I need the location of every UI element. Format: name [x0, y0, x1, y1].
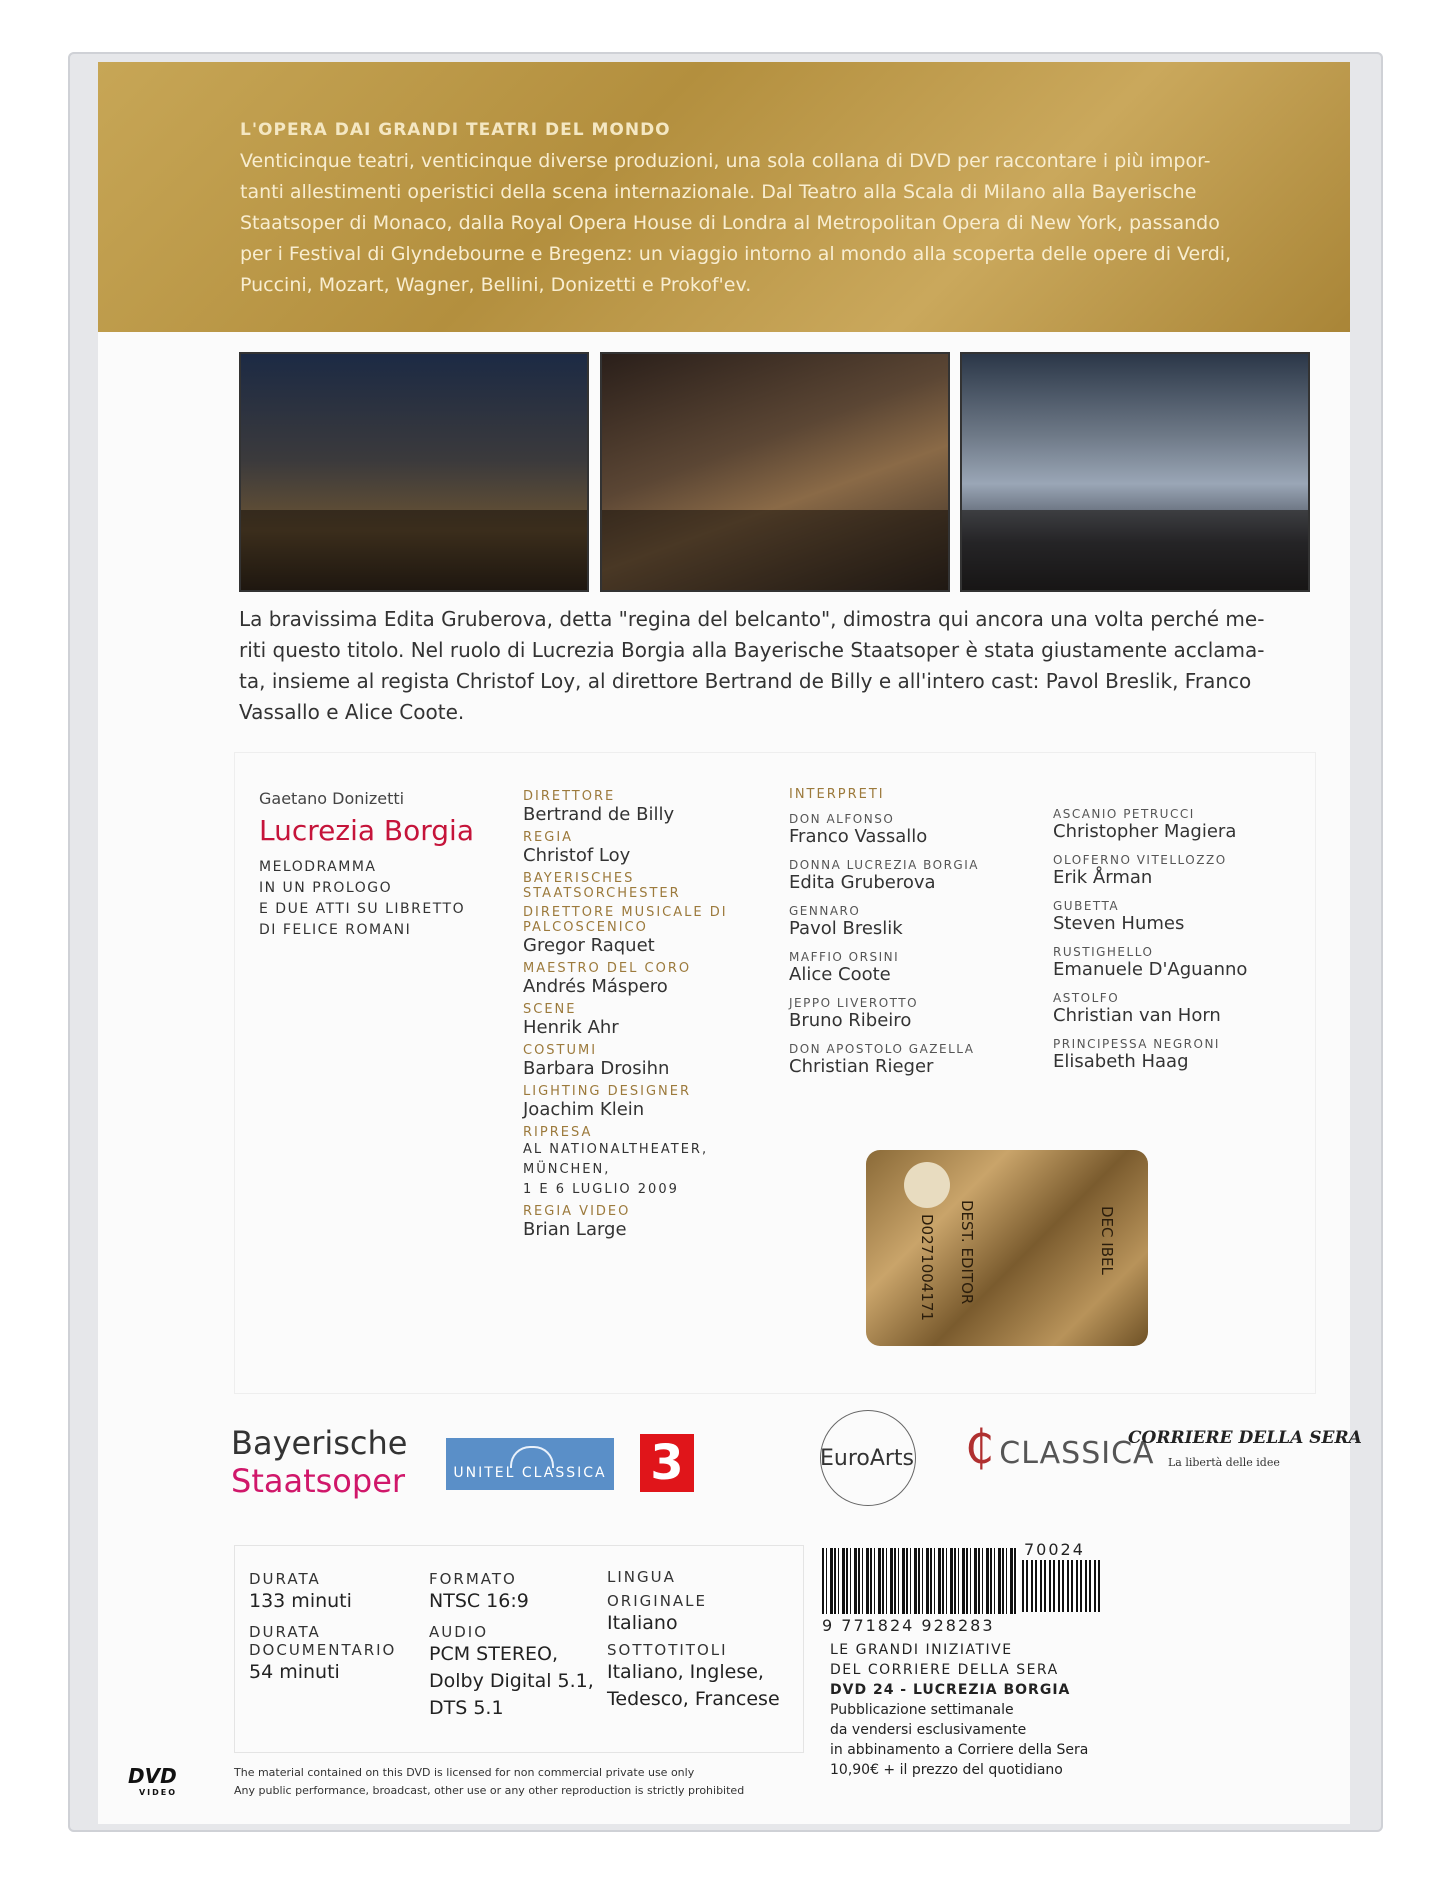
credit-label: LIGHTING DESIGNER	[523, 1084, 691, 1099]
credit-label: COSTUMI	[523, 1043, 598, 1058]
credit-label: BAYERISCHES STAATSORCHESTER	[523, 871, 681, 901]
cast-role: GUBETTA	[1053, 899, 1120, 913]
cast-role: DONNA LUCREZIA BORGIA	[789, 858, 979, 872]
cast-column-2	[1053, 797, 1303, 1077]
credit-value: Christof Loy	[523, 845, 631, 866]
hologram-sticker: D0271004171 DEST. EDITOR DEC IBEL	[866, 1150, 1148, 1346]
opera-subtitle: MELODRAMMA IN UN PROLOGO E DUE ATTI SU LIBRETTO DI FELICE ROMANI	[259, 859, 466, 938]
credit-label: REGIA VIDEO	[523, 1204, 631, 1219]
bayerische-staatsoper-logo: Bayerische Staatsoper	[231, 1424, 408, 1500]
credit-label: RIPRESA	[523, 1125, 593, 1140]
credit-label: SCENE	[523, 1002, 577, 1017]
br3-logo: 3	[640, 1434, 694, 1492]
credit-value: AL NATIONALTHEATER,	[523, 1142, 709, 1157]
credit-label: REGIA	[523, 830, 574, 845]
barcode	[822, 1548, 1018, 1614]
cast-name: Edita Gruberova	[789, 872, 936, 893]
credit-label: DIRETTORE MUSICALE DI PALCOSCENICO	[523, 905, 728, 935]
credit-label: DIRETTORE	[523, 789, 616, 804]
credit-value: Bertrand de Billy	[523, 804, 675, 825]
euroarts-logo: EuroArts	[800, 1410, 934, 1510]
corriere-della-sera-logo: CORRIERE DELLA SERA La libertà delle idee	[1128, 1428, 1362, 1469]
series-heading: L'OPERA DAI GRANDI TEATRI DEL MONDO	[240, 120, 671, 140]
cast-name: Christian van Horn	[1053, 1005, 1221, 1026]
credit-value: Barbara Drosihn	[523, 1058, 670, 1079]
cast-role: DON APOSTOLO GAZELLA	[789, 1042, 975, 1056]
series-description: Venticinque teatri, venticinque diverse produzioni, una sola collana di DVD per raccontare i più impor- tanti allestimenti operistici della scena internazionale. Dal Teatro alla Scala di Milano alla Bayerische Staatsoper di Monaco, dalla Royal Opera House di Londra al Metropolitan Opera di New York, passando per i Festival di Glyndebourne e Bregenz: un viaggio intorno al mondo alla scoperta delle opere di Verdi, Puccini, Mozart, Wagner, Bellini, Donizetti e Prokof'ev.	[240, 150, 1232, 296]
cast-name: Emanuele D'Aguanno	[1053, 959, 1248, 980]
interpreti-label: INTERPRETI	[789, 787, 885, 802]
dvd-video-logo: DVD VIDEO	[128, 1764, 178, 1797]
license-notice: The material contained on this DVD is licensed for non commercial private use only Any public performance, broadcast, other use or any other reproduction is strictly prohibited	[234, 1766, 745, 1797]
barcode-number: 9 771824 928283	[822, 1616, 995, 1635]
cast-name: Steven Humes	[1053, 913, 1185, 934]
cast-role: ASCANIO PETRUCCI	[1053, 807, 1195, 821]
header-band	[98, 62, 1350, 332]
cast-name: Christian Rieger	[789, 1056, 934, 1077]
barcode-addon-number: 70024	[1024, 1540, 1085, 1559]
barcode-addon	[1022, 1560, 1100, 1612]
intro-text: La bravissima Edita Gruberova, detta "regina del belcanto", dimostra qui ancora una volta perché me- riti questo titolo. Nel ruolo di Lucrezia Borgia alla Bayerische Staatsoper è stata giustamente acclama- ta, insieme al regista Christof Loy, al direttore Bertrand de Billy e all'intero cast: Pavol Breslik, Franco Vassallo e Alice Coote.	[239, 607, 1265, 724]
cast-name: Pavol Breslik	[789, 918, 903, 939]
production-credits	[523, 789, 753, 1245]
tech-specs: DURATA 133 minuti DURATA DOCUMENTARIO 54 minuti FORMATO NTSC 16:9 AUDIO PCM STEREO, Dolby Digital 5.1, DTS 5.1 LINGUA ORIGINALE Italiano SOTTOTITOLI Italiano, Inglese, Tedesco, Francese	[234, 1545, 804, 1753]
credit-label: MAESTRO DEL CORO	[523, 961, 692, 976]
cast-name: Bruno Ribeiro	[789, 1010, 912, 1031]
cast-column-1	[789, 787, 1029, 1082]
credit-value: Brian Large	[523, 1219, 627, 1240]
credit-value: Andrés Máspero	[523, 976, 668, 997]
unitel-classica-logo: UNITEL CLASSICA	[446, 1438, 614, 1490]
credit-value: Henrik Ahr	[523, 1017, 619, 1038]
cast-name: Franco Vassallo	[789, 826, 928, 847]
cast-role: MAFFIO ORSINI	[789, 950, 900, 964]
scene-photo-1	[239, 352, 589, 592]
credit-value: MÜNCHEN,	[523, 1162, 611, 1177]
scene-photo-2	[600, 352, 950, 592]
publication-notice: LE GRANDI INIZIATIVE DEL CORRIERE DELLA SERA DVD 24 - LUCREZIA BORGIA Pubblicazione settimanale da vendersi esclusivamente in abbinamento a Corriere della Sera 10,90€ + il prezzo del quotidiano	[830, 1642, 1089, 1778]
composer: Gaetano Donizetti	[259, 789, 405, 808]
cast-name: Alice Coote	[789, 964, 891, 985]
classica-logo: ₵ CLASSICA	[965, 1420, 1155, 1474]
opera-title: Lucrezia Borgia	[259, 814, 474, 847]
credit-value: Joachim Klein	[523, 1099, 645, 1120]
cast-role: OLOFERNO VITELLOZZO	[1053, 853, 1227, 867]
cast-name: Christopher Magiera	[1053, 821, 1237, 842]
cast-name: Erik Årman	[1053, 867, 1153, 888]
credit-value: Gregor Raquet	[523, 935, 655, 956]
cast-role: RUSTIGHELLO	[1053, 945, 1154, 959]
cast-role: DON ALFONSO	[789, 812, 895, 826]
cast-role: ASTOLFO	[1053, 991, 1120, 1005]
opera-title-block	[259, 789, 489, 941]
cast-role: GENNARO	[789, 904, 861, 918]
cast-name: Elisabeth Haag	[1053, 1051, 1189, 1072]
scene-photo-3	[960, 352, 1310, 592]
cast-role: JEPPO LIVEROTTO	[789, 996, 919, 1010]
credit-value: 1 E 6 LUGLIO 2009	[523, 1182, 679, 1197]
cast-role: PRINCIPESSA NEGRONI	[1053, 1037, 1220, 1051]
credits-panel	[234, 752, 1316, 1394]
